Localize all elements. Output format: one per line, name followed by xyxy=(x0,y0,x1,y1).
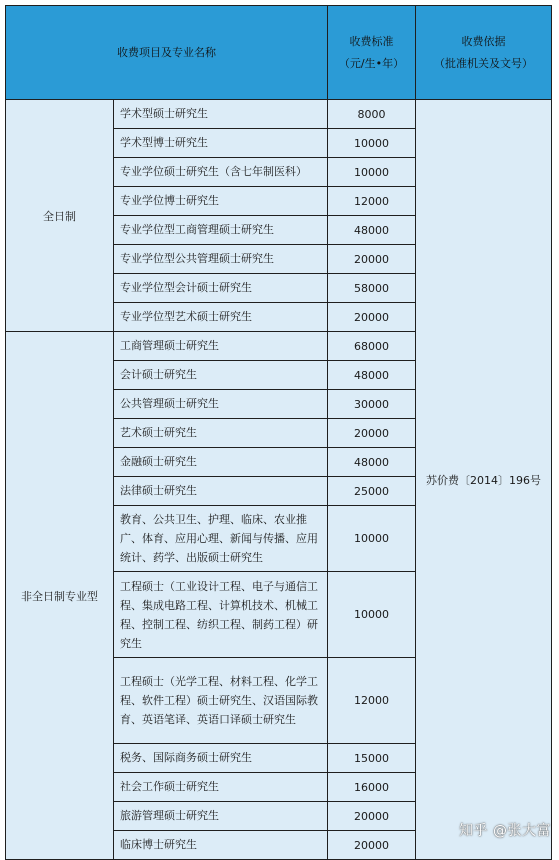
fee-value: 20000 xyxy=(328,802,416,831)
program-name: 税务、国际商务硕士研究生 xyxy=(114,744,328,773)
fee-value: 48000 xyxy=(328,216,416,245)
fee-value: 20000 xyxy=(328,303,416,332)
category-full-time: 全日制 xyxy=(6,100,114,332)
fee-value: 10000 xyxy=(328,506,416,572)
fee-value: 15000 xyxy=(328,744,416,773)
fee-value: 58000 xyxy=(328,274,416,303)
program-name: 学术型博士研究生 xyxy=(114,129,328,158)
fee-value: 25000 xyxy=(328,477,416,506)
fee-value: 8000 xyxy=(328,100,416,129)
program-name: 会计硕士研究生 xyxy=(114,361,328,390)
fee-value: 20000 xyxy=(328,419,416,448)
program-name: 专业学位型公共管理硕士研究生 xyxy=(114,245,328,274)
header-basis-line2: （批准机关及文号） xyxy=(434,56,533,70)
program-name: 专业学位型艺术硕士研究生 xyxy=(114,303,328,332)
header-standard-line2: （元/生•年） xyxy=(338,56,405,70)
header-standard xyxy=(328,6,416,100)
program-name: 工程硕士（光学工程、材料工程、化学工程、软件工程）硕士研究生、汉语国际教育、英语笔译、英语口译硕士研究生 xyxy=(114,658,328,744)
program-name: 旅游管理硕士研究生 xyxy=(114,802,328,831)
watermark: 知乎 @张大富 xyxy=(459,823,551,839)
program-name: 专业学位型会计硕士研究生 xyxy=(114,274,328,303)
header-standard-line1: 收费标准 xyxy=(349,34,394,48)
program-name: 公共管理硕士研究生 xyxy=(114,390,328,419)
program-name: 专业学位型工商管理硕士研究生 xyxy=(114,216,328,245)
program-name: 工程硕士（工业设计工程、电子与通信工程、集成电路工程、计算机技术、机械工程、控制工程、纺织工程、制药工程）研究生 xyxy=(114,572,328,658)
table-row xyxy=(6,100,552,129)
header-row xyxy=(6,6,552,100)
fee-value: 10000 xyxy=(328,572,416,658)
header-item-name-text: 收费项目及专业名称 xyxy=(117,45,216,59)
fee-value: 48000 xyxy=(328,361,416,390)
fee-value: 12000 xyxy=(328,187,416,216)
program-name: 工商管理硕士研究生 xyxy=(114,332,328,361)
program-name: 教育、公共卫生、护理、临床、农业推广、体育、应用心理、新闻与传播、应用统计、药学、出版硕士研究生 xyxy=(114,506,328,572)
category-part-time: 非全日制专业型 xyxy=(6,332,114,860)
header-item-name xyxy=(6,6,328,100)
fee-value: 20000 xyxy=(328,831,416,860)
header-basis-line1: 收费依据 xyxy=(461,34,506,48)
header-basis xyxy=(416,6,552,100)
fee-value: 20000 xyxy=(328,245,416,274)
fee-value: 68000 xyxy=(328,332,416,361)
program-name: 专业学位博士研究生 xyxy=(114,187,328,216)
program-name: 社会工作硕士研究生 xyxy=(114,773,328,802)
fee-value: 30000 xyxy=(328,390,416,419)
program-name: 金融硕士研究生 xyxy=(114,448,328,477)
program-name: 法律硕士研究生 xyxy=(114,477,328,506)
fee-table-body xyxy=(6,100,552,860)
fee-value: 48000 xyxy=(328,448,416,477)
fee-value: 16000 xyxy=(328,773,416,802)
program-name: 临床博士研究生 xyxy=(114,831,328,860)
fee-value: 12000 xyxy=(328,658,416,744)
program-name: 艺术硕士研究生 xyxy=(114,419,328,448)
program-name: 专业学位硕士研究生（含七年制医科） xyxy=(114,158,328,187)
basis-document: 苏价费〔2014〕196号 xyxy=(416,100,552,860)
program-name: 学术型硕士研究生 xyxy=(114,100,328,129)
fee-value: 10000 xyxy=(328,158,416,187)
fee-value: 10000 xyxy=(328,129,416,158)
fee-table xyxy=(5,5,552,860)
